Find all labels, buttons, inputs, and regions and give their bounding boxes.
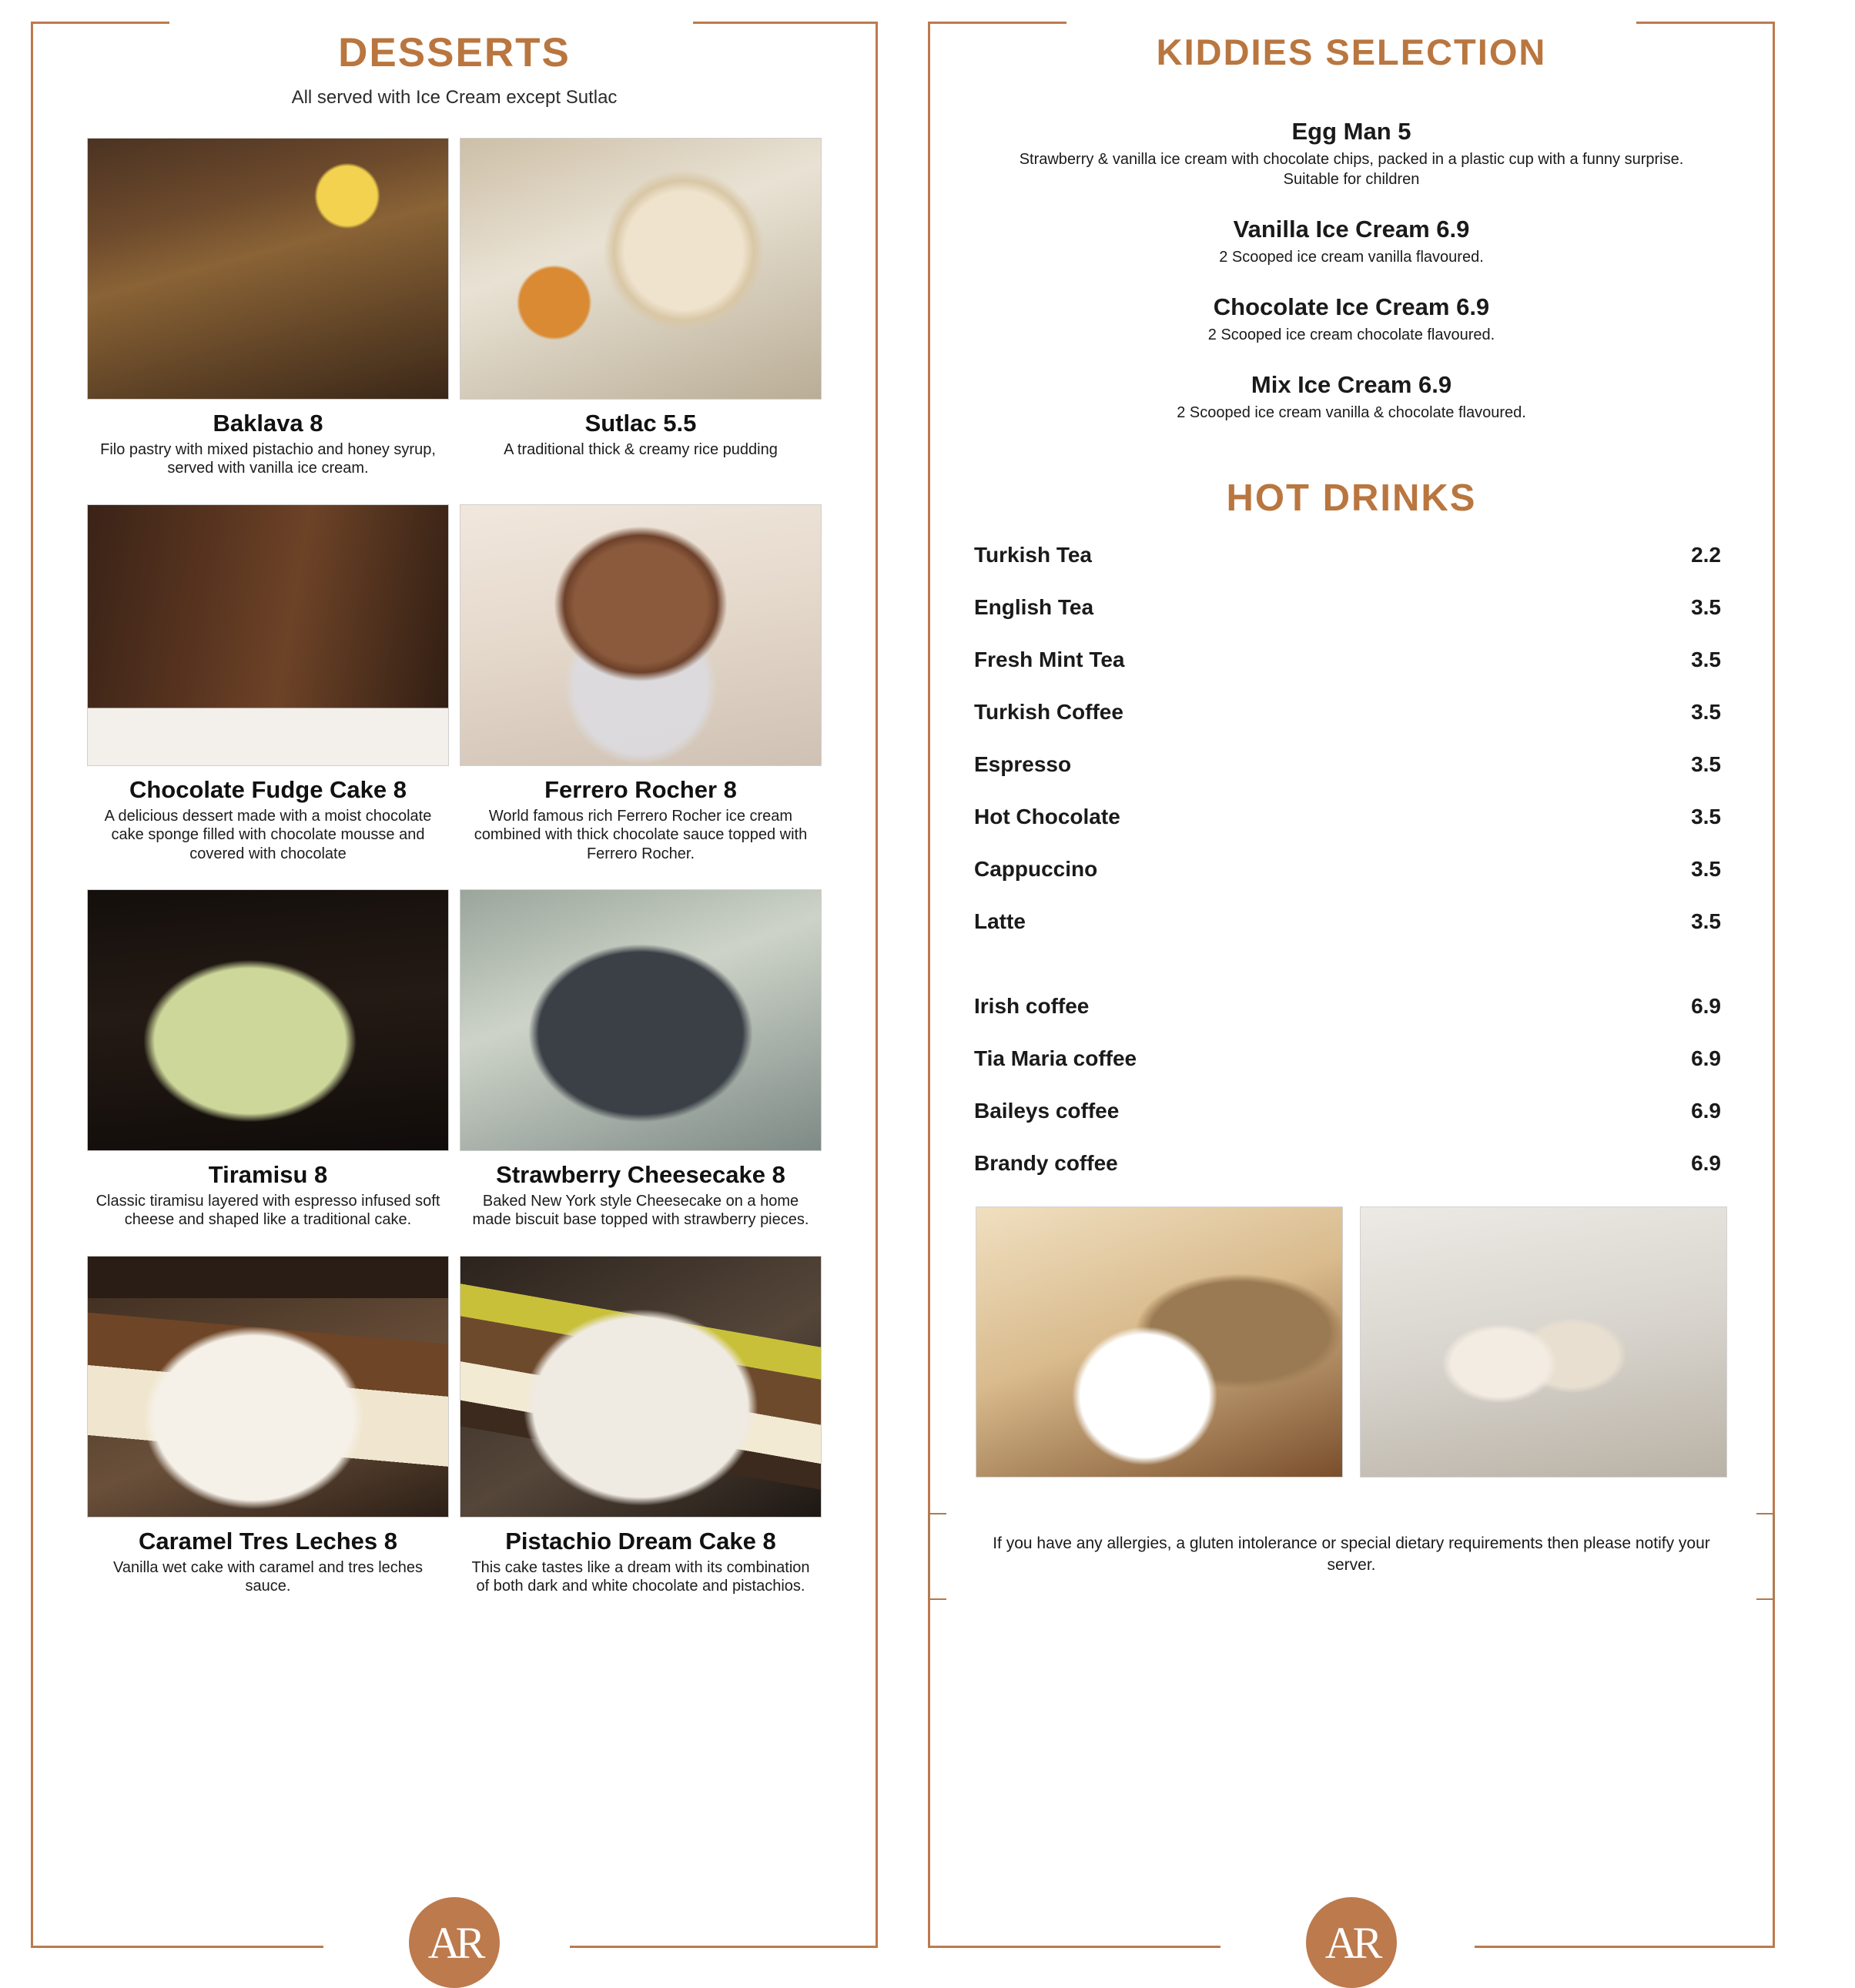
dessert-item — [87, 889, 449, 1230]
dessert-name: Pistachio Dream Cake 8 — [505, 1527, 776, 1555]
drink-price: 3.5 — [1691, 805, 1721, 828]
dessert-item — [460, 1256, 822, 1596]
hot-drinks-title: HOT DRINKS — [1226, 477, 1477, 519]
drink-row — [974, 543, 1721, 567]
strawberry-cheesecake-photo — [460, 889, 822, 1151]
drink-price: 3.5 — [1691, 752, 1721, 776]
dessert-name: Caramel Tres Leches 8 — [138, 1527, 398, 1555]
dessert-item — [87, 504, 449, 863]
frame-gap-title — [169, 18, 693, 25]
drink-row — [974, 857, 1721, 882]
drink-row — [974, 595, 1721, 620]
drink-name: Tia Maria coffee — [974, 1046, 1137, 1070]
dessert-name: Ferrero Rocher 8 — [544, 775, 737, 803]
kiddies-item — [997, 371, 1706, 423]
kiddies-list — [928, 73, 1775, 423]
baklava-photo — [87, 138, 449, 400]
kiddies-item-name: Vanilla Ice Cream 6.9 — [1233, 216, 1470, 243]
drink-name: Turkish Coffee — [974, 700, 1123, 724]
dessert-name: Tiramisu 8 — [208, 1160, 328, 1188]
dessert-description: This cake tastes like a dream with its combination of both dark and white chocolate and pistachios. — [471, 1558, 810, 1595]
dessert-item — [87, 138, 449, 478]
dessert-description: A delicious dessert made with a moist chocolate cake sponge filled with chocolate mousse and covered with chocolate — [104, 807, 432, 862]
drink-price: 6.9 — [1691, 994, 1721, 1018]
drink-price: 3.5 — [1691, 909, 1721, 933]
dessert-description: Filo pastry with mixed pistachio and honey syrup, served with vanilla ice cream. — [100, 441, 436, 477]
dessert-item — [460, 889, 822, 1230]
dessert-name: Strawberry Cheesecake 8 — [496, 1160, 785, 1188]
allergy-note-text: If you have any allergies, a gluten intolerance or special dietary requirements then please notify your server. — [993, 1535, 1710, 1575]
chocolate-fudge-cake-photo — [87, 504, 449, 766]
drink-name: Baileys coffee — [974, 1099, 1120, 1123]
dessert-item — [87, 1256, 449, 1596]
drink-price: 3.5 — [1691, 700, 1721, 724]
desserts-title: DESSERTS — [338, 30, 571, 75]
drink-price: 6.9 — [1691, 1046, 1721, 1070]
drink-name: Latte — [974, 909, 1026, 933]
ferrero-rocher-photo — [460, 504, 822, 766]
drink-name: Brandy coffee — [974, 1151, 1118, 1175]
drink-price: 6.9 — [1691, 1151, 1721, 1175]
drink-row — [974, 1046, 1721, 1071]
drink-row — [974, 1151, 1721, 1176]
latte-glasses-photo — [1360, 1207, 1727, 1478]
drink-name: English Tea — [974, 595, 1094, 619]
drink-name: Fresh Mint Tea — [974, 648, 1125, 671]
desserts-grid — [31, 109, 878, 1622]
kiddies-item — [997, 216, 1706, 267]
drink-price: 6.9 — [1691, 1099, 1721, 1123]
dessert-description: Classic tiramisu layered with espresso infused soft cheese and shaped like a traditional cake. — [95, 1192, 440, 1229]
dessert-description: Vanilla wet cake with caramel and tres leches sauce. — [112, 1558, 424, 1595]
kiddies-item-description: 2 Scooped ice cream chocolate flavoured. — [1207, 326, 1495, 343]
kiddies-hotdrinks-panel — [928, 22, 1775, 1968]
drink-row — [974, 700, 1721, 725]
drink-price: 3.5 — [1691, 857, 1721, 881]
restaurant-logo: AR — [1306, 1897, 1397, 1988]
allergy-note-box — [928, 1513, 1775, 1597]
kiddies-title: KIDDIES SELECTION — [1156, 32, 1547, 72]
dessert-item — [460, 504, 822, 863]
drink-row — [974, 752, 1721, 777]
kiddies-item-name: Chocolate Ice Cream 6.9 — [1213, 293, 1490, 320]
kiddies-item-name: Egg Man 5 — [1291, 118, 1411, 145]
drink-price: 2.2 — [1691, 543, 1721, 567]
kiddies-item-description: 2 Scooped ice cream vanilla flavoured. — [1219, 249, 1484, 266]
kiddies-item-name: Mix Ice Cream 6.9 — [1251, 371, 1452, 398]
drink-price: 3.5 — [1691, 648, 1721, 671]
drink-name: Cappuccino — [974, 857, 1098, 881]
hot-drinks-list — [928, 543, 1775, 1176]
tiramisu-photo — [87, 889, 449, 1151]
drink-price: 3.5 — [1691, 595, 1721, 619]
dessert-name: Sutlac 5.5 — [584, 410, 697, 437]
drink-name: Turkish Tea — [974, 543, 1093, 567]
kiddies-item — [997, 293, 1706, 345]
dessert-item — [460, 138, 822, 478]
caramel-tres-leches-photo — [87, 1256, 449, 1518]
dessert-description: A traditional thick & creamy rice pudding — [504, 441, 778, 458]
drink-row — [974, 648, 1721, 672]
allergy-note-wrap — [928, 1513, 1775, 1597]
desserts-subtitle: All served with Ice Cream except Sutlac — [291, 87, 618, 108]
dessert-name: Baklava 8 — [213, 410, 323, 437]
drink-row — [974, 994, 1721, 1019]
drink-name: Irish coffee — [974, 994, 1090, 1018]
coffee-cup-photo — [976, 1207, 1343, 1478]
kiddies-item-description: 2 Scooped ice cream vanilla & chocolate flavoured. — [1177, 404, 1526, 421]
kiddies-item-description: Strawberry & vanilla ice cream with chocolate chips, packed in a plastic cup with a funny surprise. Suitable for children — [1019, 151, 1684, 188]
kiddies-item — [997, 118, 1706, 189]
drink-name: Hot Chocolate — [974, 805, 1120, 828]
drink-name: Espresso — [974, 752, 1072, 776]
desserts-panel — [31, 22, 878, 1968]
dessert-description: World famous rich Ferrero Rocher ice cream combined with thick chocolate sauce topped with Ferrero Rocher. — [474, 807, 808, 862]
restaurant-logo: AR — [409, 1897, 500, 1988]
frame-gap-title-right — [1066, 18, 1636, 25]
hot-drinks-photos — [928, 1207, 1775, 1478]
drink-row — [974, 1099, 1721, 1123]
dessert-name: Chocolate Fudge Cake 8 — [129, 775, 407, 803]
pistachio-dream-cake-photo — [460, 1256, 822, 1518]
drink-row — [974, 909, 1721, 934]
dessert-description: Baked New York style Cheesecake on a home made biscuit base topped with strawberry pieces. — [472, 1192, 809, 1229]
sutlac-photo — [460, 138, 822, 400]
drink-row — [974, 805, 1721, 829]
